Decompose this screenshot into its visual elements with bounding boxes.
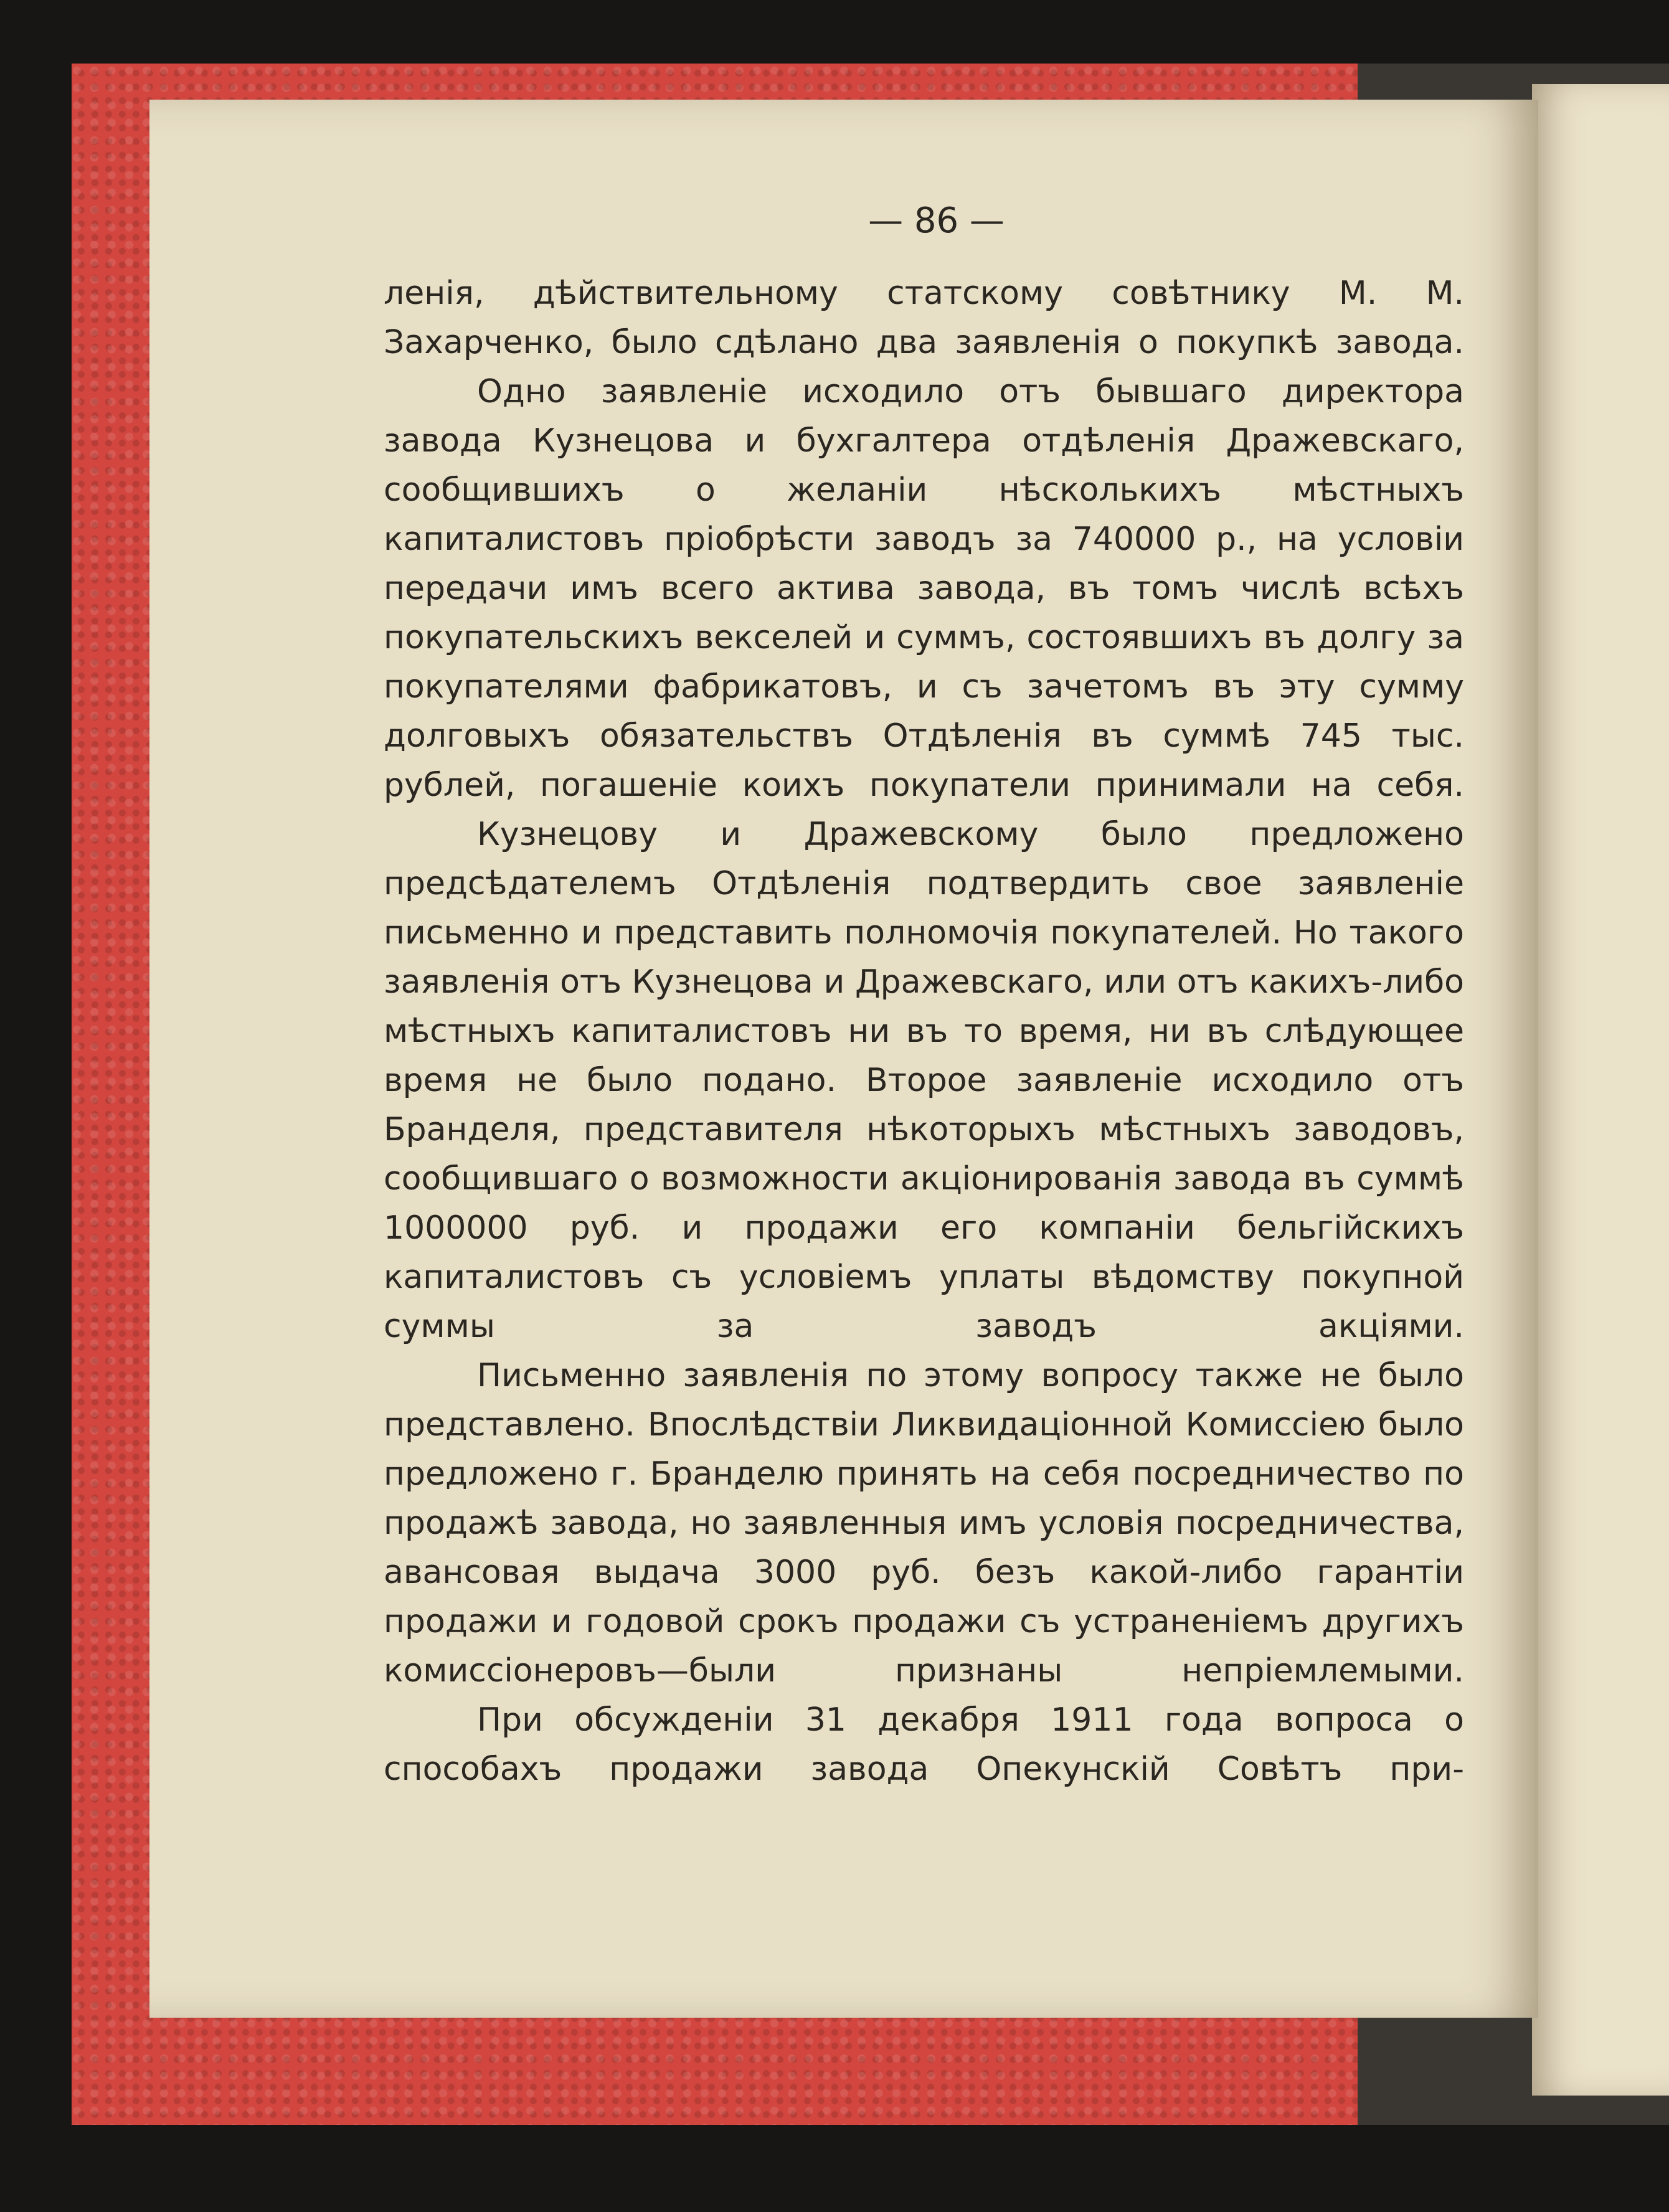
paragraph: Кузнецову и Дражевскому было предложено предсѣдателемъ Отдѣленія подтвердить свое заявленіе письменно и представить полномочія покупателей. Но такого заявленія отъ Кузнецова и Дражевскаго, или отъ какихъ-либо мѣстныхъ капиталистовъ ни въ то время, ни въ слѣдующее время не было подано. Второе заявленіе исходило отъ Бранделя, представителя нѣкоторыхъ мѣстныхъ заводовъ, сообщившаго о возможности акціонированія завода въ суммѣ 1000000 руб. и продажи его компаніи бельгійскихъ капиталистовъ съ условіемъ уплаты вѣдомству покупной суммы за заводъ акціями. xyxy=(384,816,1464,1345)
page-text xyxy=(384,199,1464,1794)
paragraph: ленія, дѣйствительному статскому совѣтнику М. М. Захарченко, было сдѣлано два заявленія о покупкѣ завода. xyxy=(384,275,1464,361)
right-page xyxy=(1532,84,1669,2096)
paragraph: Одно заявленіе исходило отъ бывшаго директора завода Кузнецова и бухгалтера отдѣленія Дражевскаго, сообщившихъ о желаніи нѣсколькихъ мѣстныхъ капиталистовъ пріобрѣсти заводъ за 740000 р., на условіи передачи имъ всего актива завода, въ томъ числѣ всѣхъ покупательскихъ векселей и суммъ, состоявшихъ въ долгу за покупателями фабрикатовъ, и съ зачетомъ въ эту сумму долговыхъ обязательствъ Отдѣленія въ суммѣ 745 тыс. рублей, погашеніе коихъ покупатели принимали на себя. xyxy=(384,373,1464,804)
paragraph: При обсужденіи 31 декабря 1911 года вопроса о способахъ продажи завода Опекунскій Совѣтъ при- xyxy=(384,1701,1464,1788)
page-number: — 86 — xyxy=(868,201,1005,241)
paragraph: Письменно заявленія по этому вопросу также не было представлено. Впослѣдствіи Ликвидаціонной Комиссіею было предложено г. Бранделю принять на себя посредничество по продажѣ завода, но заявленныя имъ условія посредничества, авансовая выдача 3000 руб. безъ какой-либо гарантіи продажи и годовой срокъ продажи съ устраненіемъ другихъ комиссіонеровъ—были признаны непріемлемыми. xyxy=(384,1357,1464,1690)
